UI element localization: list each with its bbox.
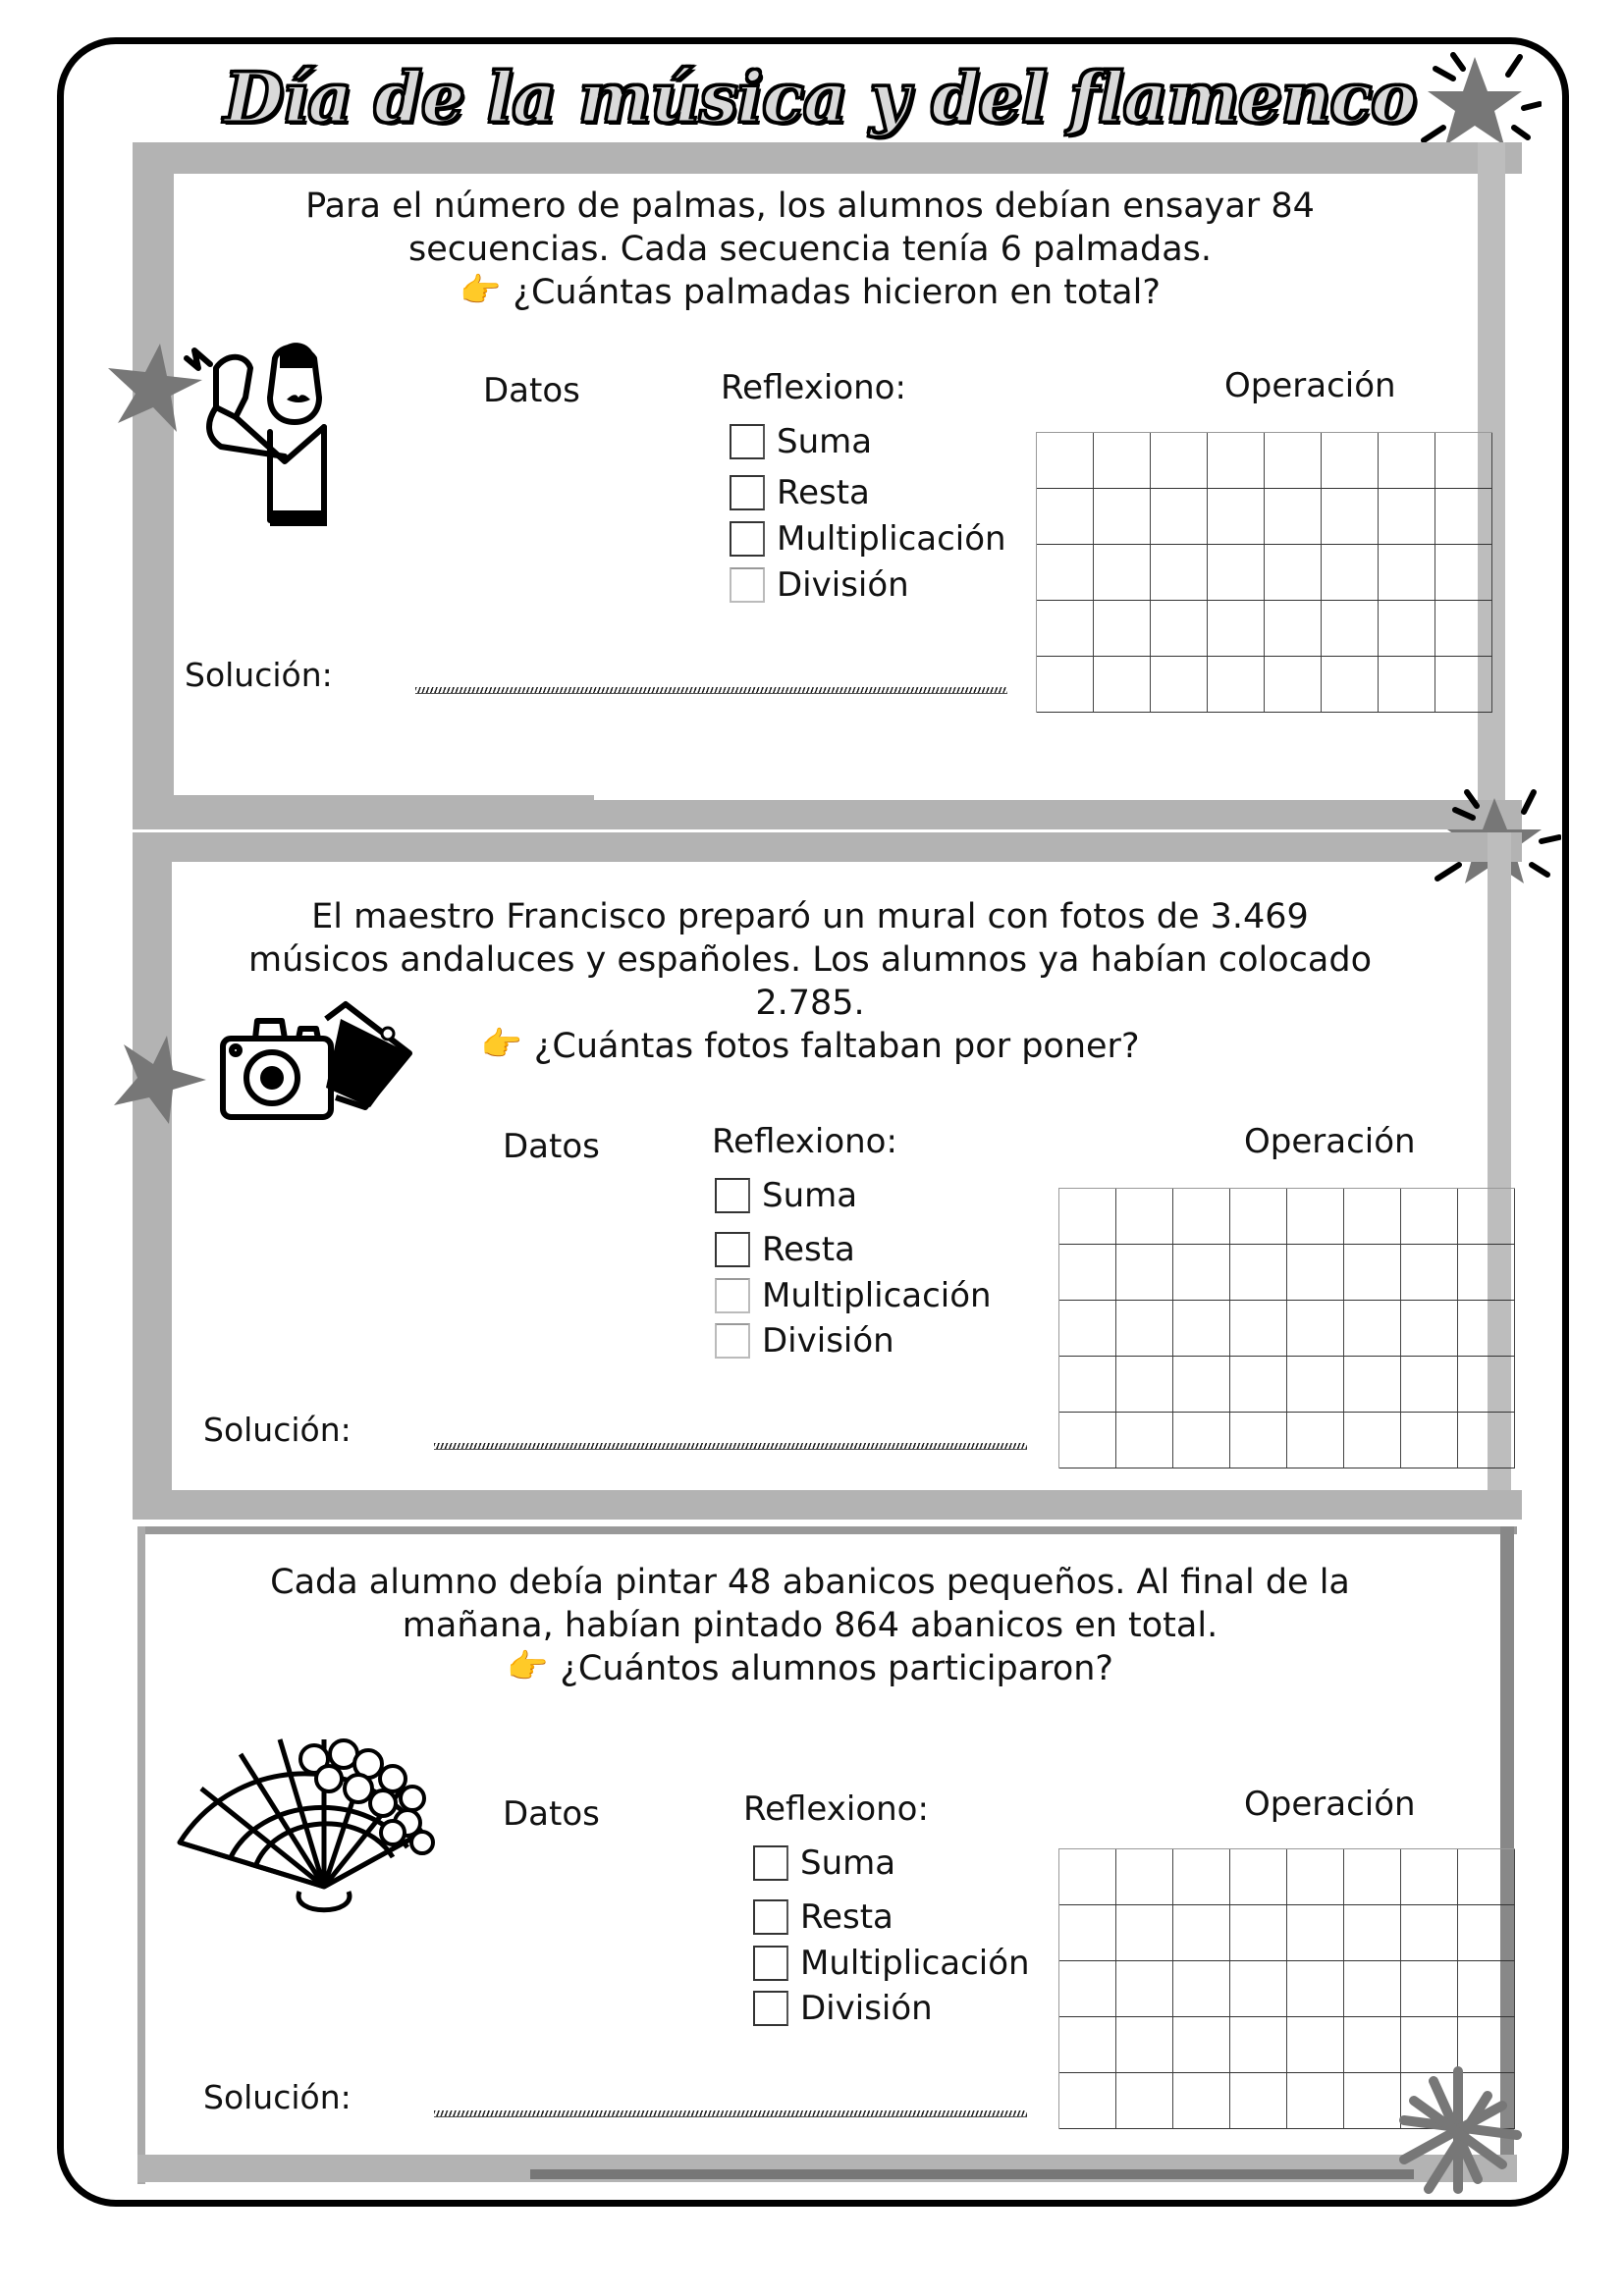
option-label: Resta [777, 473, 870, 512]
checkbox[interactable] [753, 1991, 788, 2026]
checkbox[interactable] [753, 1845, 788, 1881]
solution-answer-line[interactable] [415, 687, 1007, 694]
checkbox[interactable] [730, 567, 765, 603]
checkbox[interactable] [730, 424, 765, 459]
reflexiono-label: Reflexiono: [712, 1122, 897, 1161]
operacion-label: Operación [1244, 1122, 1416, 1161]
operacion-label: Operación [1244, 1785, 1416, 1824]
problem-question [196, 271, 1424, 314]
camera-photos-icon [218, 999, 434, 1127]
problem-line: Cada alumno debía pintar 48 abanicos pequeños. Al final de la [270, 1563, 1350, 1602]
flamenco-fan-icon [172, 1720, 442, 1921]
option-label: Multiplicación [777, 519, 1006, 559]
datos-label: Datos [483, 371, 580, 410]
option-resta[interactable] [730, 473, 870, 512]
problem-line: Para el número de palmas, los alumnos debían ensayar 84 [305, 187, 1315, 226]
datos-label: Datos [503, 1794, 600, 1834]
checkbox[interactable] [715, 1278, 750, 1313]
page-title: Día de la música y del flamenco [224, 56, 1416, 138]
solucion-label: Solución: [203, 2078, 352, 2116]
checkbox[interactable] [715, 1323, 750, 1359]
clapping-man-icon [177, 339, 393, 545]
problem-line: mañana, habían pintado 864 abanicos en total. [402, 1606, 1218, 1645]
option-multiplicacion[interactable] [753, 1944, 1030, 1983]
reflexiono-label: Reflexiono: [721, 368, 906, 407]
operation-grid[interactable] [1058, 1188, 1515, 1468]
operation-grid[interactable] [1036, 432, 1492, 713]
option-division[interactable] [753, 1989, 933, 2028]
scribble-star-icon [1394, 2061, 1522, 2199]
checkbox[interactable] [715, 1178, 750, 1213]
option-multiplicacion[interactable] [730, 519, 1006, 559]
solucion-label: Solución: [185, 656, 333, 694]
checkbox[interactable] [753, 1899, 788, 1935]
problem-line: secuencias. Cada secuencia tenía 6 palmadas. [407, 230, 1213, 269]
option-suma[interactable] [753, 1843, 895, 1883]
option-suma[interactable] [730, 422, 872, 461]
option-resta[interactable] [715, 1230, 855, 1269]
solution-answer-line[interactable] [434, 1443, 1027, 1450]
option-label: Multiplicación [762, 1276, 992, 1315]
datos-label: Datos [503, 1127, 600, 1166]
checkbox[interactable] [730, 521, 765, 557]
option-label: División [762, 1321, 894, 1361]
option-division[interactable] [715, 1321, 894, 1361]
question-text: ¿Cuántos alumnos participaron? [560, 1649, 1113, 1688]
option-label: Resta [800, 1897, 893, 1937]
option-label: División [777, 565, 909, 605]
option-label: Suma [762, 1176, 858, 1215]
problem-question [196, 1647, 1424, 1690]
question-text: ¿Cuántas palmadas hicieron en total? [513, 273, 1161, 312]
option-label: División [800, 1989, 933, 2028]
checkbox[interactable] [730, 475, 765, 510]
pointing-hand-icon: 👉 [506, 1647, 549, 1686]
option-label: Multiplicación [800, 1944, 1030, 1983]
question-text: ¿Cuántas fotos faltaban por poner? [533, 1027, 1140, 1066]
option-division[interactable] [730, 565, 909, 605]
star-icon [110, 1031, 208, 1129]
pointing-hand-icon: 👉 [460, 271, 502, 310]
operacion-label: Operación [1224, 366, 1396, 405]
checkbox[interactable] [753, 1946, 788, 1981]
solution-answer-line[interactable] [434, 2110, 1027, 2117]
problem-line: 2.785. [755, 984, 865, 1023]
problem-text [196, 1561, 1424, 1690]
option-label: Resta [762, 1230, 855, 1269]
option-label: Suma [777, 422, 873, 461]
problem-line: músicos andaluces y españoles. Los alumnos ya habían colocado [248, 940, 1372, 980]
problem-line: El maestro Francisco preparó un mural con fotos de 3.469 [311, 897, 1309, 936]
option-multiplicacion[interactable] [715, 1276, 992, 1315]
problem-text [196, 185, 1424, 314]
checkbox[interactable] [715, 1232, 750, 1267]
pointing-hand-icon: 👉 [480, 1025, 522, 1064]
solucion-label: Solución: [203, 1411, 352, 1449]
option-suma[interactable] [715, 1176, 857, 1215]
option-resta[interactable] [753, 1897, 893, 1937]
reflexiono-label: Reflexiono: [743, 1789, 929, 1829]
option-label: Suma [800, 1843, 896, 1883]
